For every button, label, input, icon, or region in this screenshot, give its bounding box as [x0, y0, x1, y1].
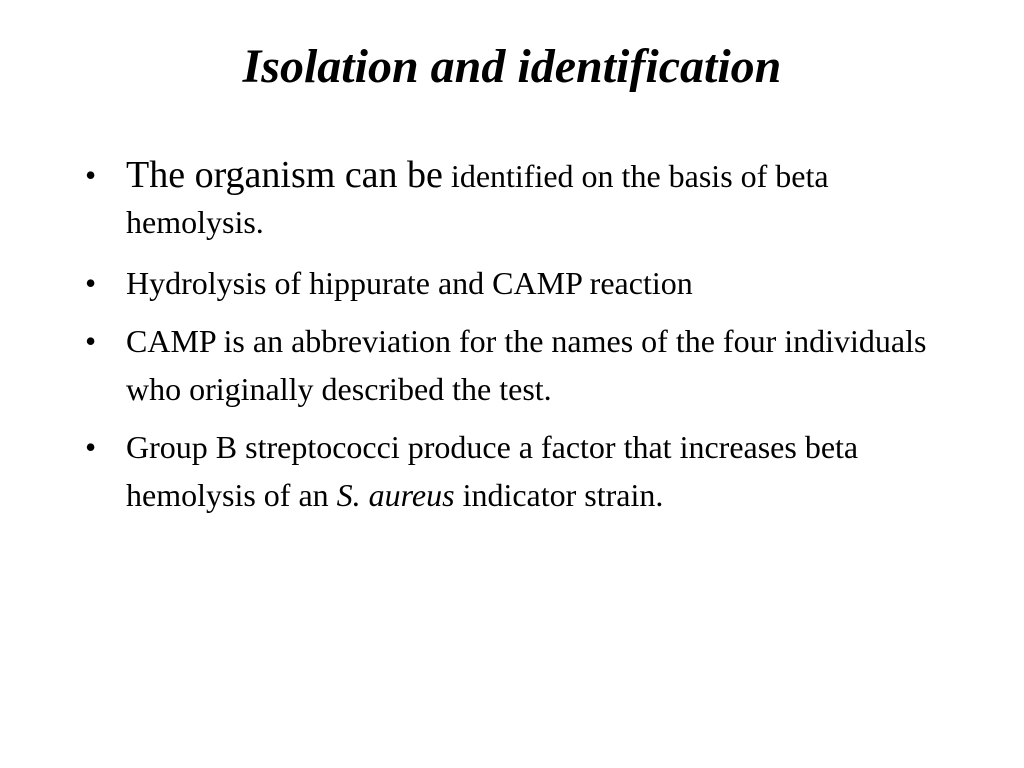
bullet-item — [85, 317, 955, 413]
bullet-text-lead: The organism can be — [126, 154, 443, 196]
bullet-marker: • — [85, 323, 97, 359]
bullet-item — [85, 423, 955, 519]
bullet-text: CAMP is an abbreviation for the names of the four individuals who originally described the test. — [126, 323, 927, 407]
bullet-text: identified on the basis of beta hemolysis. — [126, 158, 829, 240]
bullet-list — [85, 152, 955, 529]
bullet-item — [85, 152, 955, 245]
species-name: S. aureus — [336, 477, 455, 513]
bullet-text: indicator strain. — [454, 477, 664, 513]
bullet-text: Group B streptococci produce a factor that increases beta hemolysis of an — [126, 429, 859, 513]
bullet-marker: • — [85, 265, 97, 301]
bullet-marker: • — [85, 429, 97, 465]
bullet-item — [85, 259, 955, 307]
bullet-marker: • — [85, 157, 97, 193]
bullet-text: Hydrolysis of hippurate and CAMP reaction — [126, 265, 693, 301]
slide-title: Isolation and identification — [242, 40, 782, 93]
